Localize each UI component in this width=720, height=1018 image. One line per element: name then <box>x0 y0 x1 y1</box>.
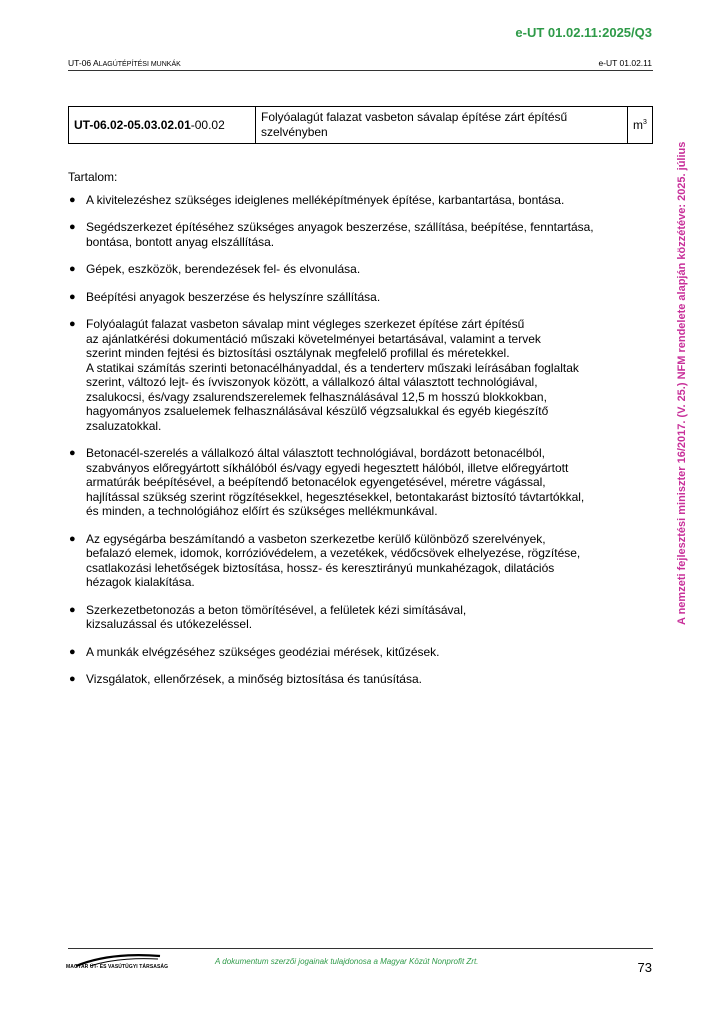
bullet-text-line: Betonacél-szerelés a vállalkozó által választott technológiával, bordázott betonacélból, <box>86 446 545 460</box>
document-code: e-UT 01.02.11:2025/Q3 <box>515 25 652 40</box>
page-number: 73 <box>637 960 652 975</box>
bullet-item <box>68 290 653 305</box>
bullet-item <box>68 193 653 208</box>
bullet-text-line: hézagok kialakítása. <box>86 575 195 589</box>
bullet-text-line: Segédszerkezet építéséhez szükséges anyagok beszerzése, szállítása, beépítése, fenntartása, <box>86 220 594 234</box>
bullet-item <box>68 672 653 687</box>
bullet-item <box>68 645 653 660</box>
chapter-first-letter: A <box>93 58 99 68</box>
item-table <box>68 106 653 144</box>
bullet-item <box>68 603 653 632</box>
bullet-dot-icon: ● <box>69 221 76 233</box>
item-description <box>256 107 628 144</box>
footer-divider <box>68 948 653 949</box>
header-doc-ref: e-UT 01.02.11 <box>598 58 652 68</box>
bullet-dot-icon: ● <box>69 532 76 545</box>
bullet-dot-icon: ● <box>69 447 76 459</box>
bullet-text-line: armatúrák beépítésével, a beépítendő betonacélok egyengetésével, méretre vágással, <box>86 475 546 489</box>
bullet-dot-icon: ● <box>69 318 76 330</box>
unit-base: m <box>633 118 644 132</box>
bullet-text-line: A statikai számítás szerinti betonacélhányaddal, és a tenderterv műszaki leírásában foglaltak <box>86 360 579 375</box>
bullet-dot-icon: ● <box>69 645 76 658</box>
bullet-text-line: bontása, bontott anyag elszállítása. <box>86 234 275 249</box>
header-divider <box>68 70 653 71</box>
bullet-text-line: Szerkezetbetonozás a beton tömörítésével, a felületek kézi simításával, <box>86 602 467 617</box>
bullet-text-line: kizsaluzással és utókezeléssel. <box>86 617 253 631</box>
bullet-dot-icon: ● <box>69 673 76 685</box>
bullet-list <box>68 193 653 687</box>
bullet-dot-icon: ● <box>69 193 76 206</box>
unit-exponent: 3 <box>643 119 647 126</box>
bullet-text-line: A munkák elvégzéséhez szükséges geodéziai mérések, kitűzések. <box>86 644 440 659</box>
copyright-notice: A dokumentum szerzői jogainak tulajdonosa a Magyar Közút Nonprofit Zrt. <box>215 957 479 966</box>
bullet-text-line: hajlítással szükség szerint rögzítésekkel, hegesztésekkel, betontakarást biztosító távtartókkal, <box>86 489 585 504</box>
chapter-rest: LAGÚTÉPÍTÉSI MUNKÁK <box>98 61 181 68</box>
bullet-text-line: az ajánlatkérési dokumentáció műszaki követelményei betartásával, valamint a tervek <box>86 331 541 346</box>
item-unit <box>628 107 653 144</box>
bullet-text-line: Folyóalagút falazat vasbeton sávalap mint végleges szerkezet építése zárt építésű <box>86 317 525 331</box>
bullet-dot-icon: ● <box>69 290 76 303</box>
bullet-text-line: és minden, a technológiához előírt és szükséges mellékmunkával. <box>86 504 438 518</box>
company-logo-text: MAGYAR ÚT- ÉS VASÚTÜGYI TÁRSASÁG <box>66 964 169 970</box>
item-code-main: UT-06.02-05.03.02.01 <box>74 118 191 132</box>
item-code-suffix: -00.02 <box>190 118 225 132</box>
bullet-text-line: befalazó elemek, idomok, korrózióvédelem, a vezetékek, védőcsövek elhelyezése, rögzítése, <box>86 546 581 560</box>
item-code <box>69 107 256 144</box>
bullet-text-line: A kivitelezéshez szükséges ideiglenes melléképítmények építése, karbantartása, bontása. <box>86 192 565 207</box>
item-row <box>69 107 653 144</box>
bullet-text-line: szabványos előregyártott síkhálóból és/vagy egyedi hegesztett hálóból, illetve előregyártott <box>86 460 569 475</box>
bullet-dot-icon: ● <box>69 603 76 616</box>
item-description-line: Folyóalagút falazat vasbeton sávalap építése zárt építésű <box>261 110 568 124</box>
bullet-text-line: hagyományos zsaluelemek felhasználásával készülő végzsalukkal és egyéb kiegészítő <box>86 404 549 418</box>
content-label: Tartalom: <box>68 170 118 184</box>
bullet-text-line: Gépek, eszközök, berendezések fel- és elvonulása. <box>86 262 361 276</box>
bullet-item <box>68 446 653 519</box>
side-publication-note: A nemzeti fejlesztési miniszter 16/2017. (V. 25.) NFM rendelete alapján közzétéve: 2025. július <box>676 141 688 625</box>
item-description-line: szelvényben <box>261 125 328 139</box>
bullet-text-line: Beépítési anyagok beszerzése és helyszínre szállítása. <box>86 289 381 304</box>
bullet-text-line: Az egységárba beszámítandó a vasbeton szerkezetbe kerülő különböző szerelvények, <box>86 531 546 546</box>
bullet-text-line: szerint, változó lejt- és ívviszonyok között, a vállalkozó által választott technológiával, <box>86 375 538 389</box>
chapter-prefix: UT-06 <box>68 58 94 68</box>
bullet-text-line: Vizsgálatok, ellenőrzések, a minőség biztosítása és tanúsítása. <box>86 672 422 686</box>
bullet-item <box>68 220 653 249</box>
content-section <box>68 170 653 700</box>
bullet-item <box>68 532 653 590</box>
bullet-item <box>68 317 653 433</box>
chapter-title <box>68 58 181 68</box>
bullet-dot-icon: ● <box>69 263 76 275</box>
bullet-item <box>68 262 653 277</box>
bullet-text-line: zsalukocsi, és/vagy zsalurendszerelemek felhasználásával 12,5 m hosszú blokkokban, <box>86 389 547 404</box>
bullet-text-line: csatlakozási lehetőségek biztosítása, hossz- és keresztirányú munkahézagok, dilatációs <box>86 560 555 575</box>
bullet-text-line: szerint minden fejtési és biztosítási osztálynak megfelelő profillal és méretekkel. <box>86 346 510 360</box>
bullet-text-line: zsaluzatokkal. <box>86 418 162 433</box>
